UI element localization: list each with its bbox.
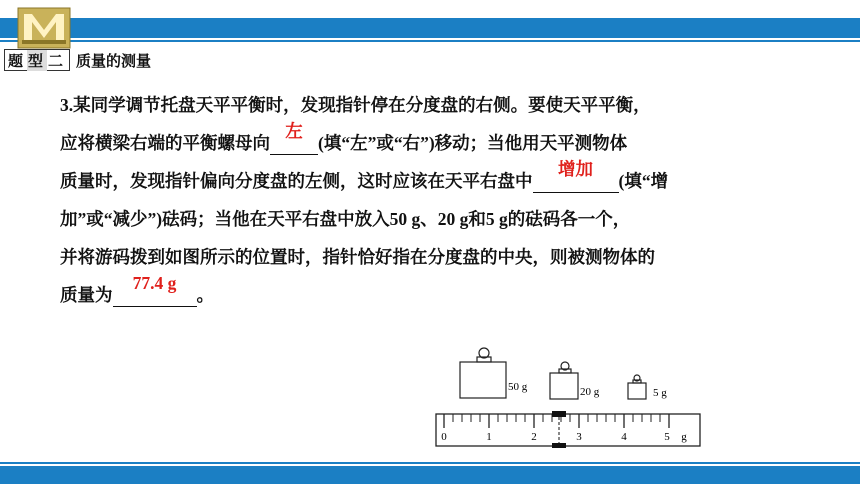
question-line-text: 3.某同学调节托盘天平平衡时，发现指针停在分度盘的右侧。要使天平平衡， [60, 95, 651, 115]
question-line-text: 。 [196, 285, 214, 305]
scale-label: 2 [531, 431, 537, 443]
question-line [60, 86, 820, 124]
question-line [60, 273, 820, 314]
bottom-divider [0, 462, 860, 464]
logo-icon [16, 6, 72, 50]
question-line [60, 200, 820, 238]
question-line-text: (填“增 [618, 171, 669, 191]
scale-label: 3 [576, 431, 582, 443]
question-line-text: (填“左”或“右”)移动；当他用天平测物体 [318, 133, 628, 153]
question-line [60, 159, 820, 200]
section-tag-char: 二 [47, 53, 66, 70]
question-text [60, 86, 820, 314]
section-header [4, 48, 151, 72]
bottom-blue-bar [0, 466, 860, 484]
rider-top [552, 411, 566, 417]
scale-label: g [681, 431, 687, 443]
rider-bottom [552, 443, 566, 448]
weight-20g-icon [550, 362, 578, 399]
scale-label: 4 [621, 431, 627, 443]
scale-label: 5 [664, 431, 670, 443]
answer-blank [270, 121, 318, 155]
weight-label: 5 g [653, 387, 667, 399]
answer-text: 77.4 g [132, 273, 177, 293]
scale-label: 1 [486, 431, 492, 443]
answer-text: 左 [285, 121, 303, 141]
weight-5g-icon [628, 375, 646, 399]
question-line [60, 121, 820, 162]
answer-text: 增加 [558, 159, 593, 179]
weight-50g-icon [460, 348, 506, 398]
question-line-text: 质量为 [60, 285, 113, 305]
weight-label: 50 g [508, 381, 528, 393]
answer-blank [533, 159, 619, 193]
question-line-text: 并将游码拨到如图所示的位置时，指针恰好指在分度盘的中央，则被测物体的 [60, 247, 655, 267]
section-tag [4, 49, 70, 71]
rider-scale [436, 411, 700, 448]
section-tag-char: 型 [27, 50, 47, 71]
question-line-text: 质量时，发现指针偏向分度盘的左侧，这时应该在天平右盘中 [60, 171, 533, 191]
top-blue-bar [0, 18, 860, 38]
question-line-text: 加”或“减少”)砝码；当他在天平右盘中放入50 g、20 g和5 g的砝码各一个， [60, 209, 631, 229]
answer-blank [113, 273, 197, 307]
scale-label: 0 [441, 431, 447, 443]
section-tag-char: 题 [7, 53, 26, 70]
section-title: 质量的测量 [76, 51, 152, 70]
question-line-text: 应将横梁右端的平衡螺母向 [60, 133, 270, 153]
top-divider [0, 40, 860, 42]
weight-label: 20 g [580, 386, 600, 398]
balance-figure [432, 340, 712, 452]
